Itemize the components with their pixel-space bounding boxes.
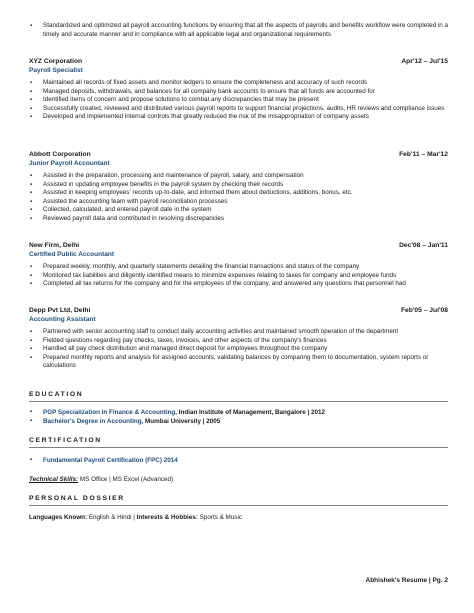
- job-header: [0, 150, 474, 159]
- job-entry: [0, 150, 474, 224]
- dossier-section: [0, 494, 474, 522]
- languages-label: Languages Known:: [29, 514, 88, 521]
- certification-section: [0, 436, 474, 465]
- degree-name: PGP Specialization in Finance & Accounting,: [43, 409, 178, 416]
- job-bullet: ▪ Managed deposits, withdrawals, and balances for all company bank accounts to ensure that all funds are accounted for: [0, 88, 474, 97]
- education-item: [0, 417, 474, 426]
- job-bullet: ▪ Collected, calculated, and entered payroll date in the system: [0, 206, 474, 215]
- company-name: Depp Pvt Ltd, Delhi: [29, 307, 91, 314]
- school-name: Indian Institute of Management, Bangalore | 2012: [177, 409, 326, 416]
- technical-skills: [0, 475, 474, 484]
- job-bullet: ▪ Assisted in the preparation, processing and maintenance of payroll, salary, and compensation: [0, 172, 474, 181]
- company-name: New Firm, Delhi: [29, 242, 80, 249]
- page-footer: Abhishek's Resume | Pg. 2: [365, 577, 448, 584]
- job-bullet: ▪ Assisted in keeping employees' records up-to-date, and informed them about deductions, additions, bonus, etc.: [0, 189, 474, 198]
- job-bullet: ▪ Monitored tax liabilities and diligently identified means to minimize expenses relating to taxes for company and employee funds: [0, 272, 474, 281]
- job-bullet: ▪ Maintained all records of fixed assets and monitor ledgers to ensure the completeness and accuracy of such records: [0, 79, 474, 88]
- job-header: [0, 306, 474, 315]
- section-title: PERSONAL DOSSIER: [29, 494, 448, 506]
- intro-bullet: ▪ Standardized and optimized all payroll accounting functions by ensuring that all the aspects of payrolls and benefits workflow were completed in a timely and accurate manner and in compliance with all applicable legal and organizational requirements: [0, 22, 474, 39]
- job-entry: [0, 306, 474, 371]
- technical-skills-value: MS Office | MS Excel (Advanced): [78, 476, 174, 483]
- job-role: Payroll Specialist: [29, 67, 83, 74]
- section-title: EDUCATION: [29, 390, 448, 402]
- certification-item: [0, 456, 474, 465]
- job-bullet: ▪ Assisted in updating employee benefits in the payroll system by checking their records: [0, 181, 474, 190]
- job-dates: Dec'08 – Jan'11: [399, 242, 448, 249]
- job-role: Junior Payroll Accountant: [29, 160, 110, 167]
- languages-value: English & Hindi |: [87, 514, 137, 521]
- job-bullet: ▪ Prepared monthly reports and analysis for assigned accounts, validating balances by comparing them to documentation, system reports or calculations: [0, 354, 474, 371]
- education-section: [0, 390, 474, 426]
- section-title: CERTIFICATION: [29, 436, 448, 448]
- job-bullet: ▪ Prepared weekly, monthly, and quarterly statements detailing the financial transactions and status of the company: [0, 263, 474, 272]
- job-entry: [0, 57, 474, 122]
- job-bullet: ▪ Reviewed payroll data and contributed in resolving discrepancies: [0, 215, 474, 224]
- job-bullet: ▪ Assisted the accounting team with payroll reconciliation processes: [0, 198, 474, 207]
- job-bullet: ▪ Partnered with senior accounting staff to conduct daily accounting activities and maintained smooth operation of the department: [0, 328, 474, 337]
- company-name: Abbott Corporation: [29, 151, 91, 158]
- job-dates: Feb'05 – Jul'08: [400, 307, 448, 314]
- job-header: [0, 241, 474, 250]
- dossier-line: [0, 513, 474, 522]
- technical-skills-label: Technical Skills:: [29, 476, 79, 483]
- job-entry: [0, 241, 474, 289]
- job-bullet: ▪ Completed all tax returns for the company and for the employees of the company, and answered any questions that personnel had: [0, 280, 474, 289]
- job-header: [0, 57, 474, 66]
- education-item: [0, 408, 474, 417]
- job-bullet: ▪ Developed and implemented internal controls that greatly reduced the risk of the misappropriation of company assets: [0, 113, 474, 122]
- certification-name: Fundamental Payroll Certification (FPC) 2014: [43, 457, 178, 464]
- job-bullet: ▪ Handled all pay check distribution and managed direct deposit for employees throughout the company: [0, 345, 474, 354]
- job-bullet: ▪ Successfully created, reviewed and distributed various payroll reports to support financial projections, audits, HR reviews and compliance issues: [0, 105, 474, 114]
- job-dates: Feb'11 – Mar'12: [399, 151, 448, 158]
- job-bullet: ▪ Identified items of concern and propose solutions to combat any discrepancies that may be present: [0, 96, 474, 105]
- job-role: Certified Public Accountant: [29, 251, 114, 258]
- job-role: Accounting Assistant: [29, 316, 96, 323]
- interests-label: Interests & Hobbies:: [136, 514, 198, 521]
- job-bullet: ▪ Fielded questions regarding pay checks, taxes, invoices, and other aspects of the company's finances: [0, 337, 474, 346]
- interests-value: Sports & Music: [197, 514, 242, 521]
- job-dates: Apr'12 – Jul'15: [401, 58, 448, 65]
- company-name: XYZ Corporation: [29, 58, 83, 65]
- intro-section: [0, 22, 474, 39]
- degree-name: Bachelor's Degree in Accounting,: [43, 418, 144, 425]
- school-name: Mumbai University | 2005: [143, 418, 221, 425]
